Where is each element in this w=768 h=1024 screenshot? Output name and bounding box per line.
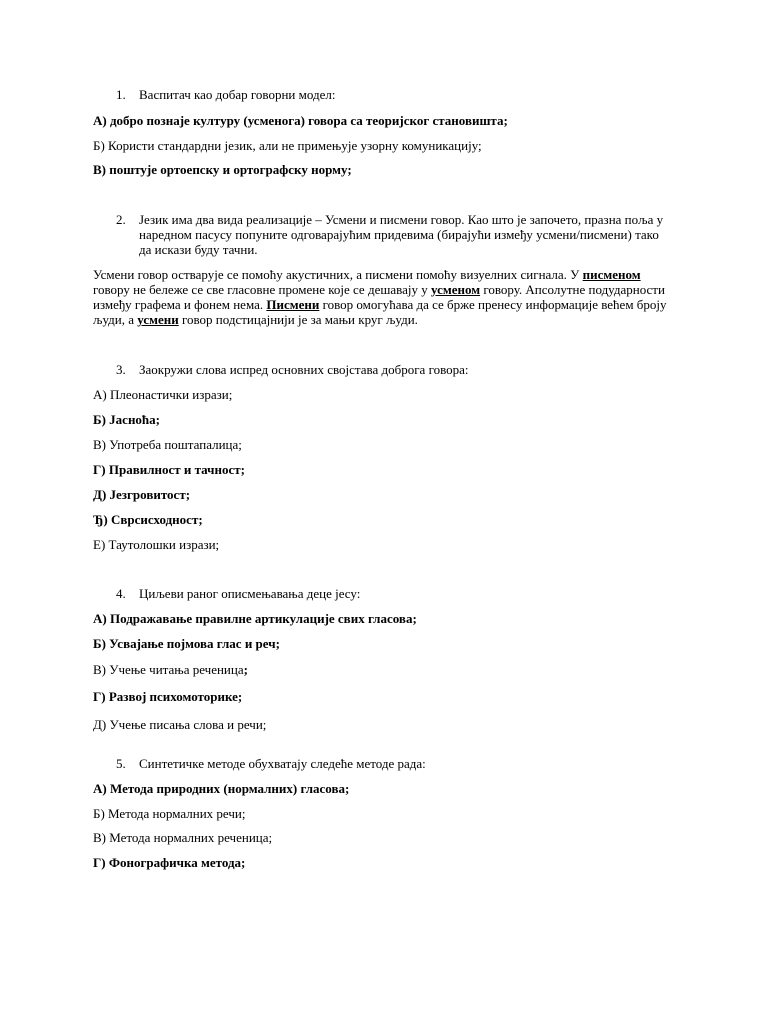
- answer-3c: В) Употреба поштапалица;: [93, 437, 242, 452]
- paragraph-text: говору. Апсолутне подударности између графема и фонем нема.: [93, 282, 665, 312]
- answer-5a: А) Метода природних (нормалних) гласова;: [93, 781, 350, 796]
- question-text: Заокружи слова испред основних својстава доброга говора:: [139, 362, 469, 377]
- question-number: 5.: [116, 756, 126, 771]
- question-text: Циљеви раног описмењавања деце јесу:: [139, 586, 361, 601]
- paragraph-text: говору не бележе се све гласовне промене које се дешавају у: [93, 282, 431, 297]
- question-number: 2.: [116, 212, 126, 227]
- fill-in-paragraph: [93, 267, 675, 327]
- paragraph-text: говор омогућава да се брже пренесу информације већем броју људи, а: [93, 297, 667, 327]
- answer-3e: Д) Језгровитост;: [93, 487, 191, 502]
- answer-5b: Б) Метода нормалних речи;: [93, 806, 246, 821]
- filled-word: усмени: [137, 312, 179, 327]
- filled-word: Писмени: [266, 297, 320, 312]
- answer-4b: Б) Усвајање појмова глас и реч;: [93, 636, 280, 651]
- question-number: 3.: [116, 362, 126, 377]
- answer-text: В) Учење читања реченица: [93, 662, 244, 677]
- answer-5d: Г) Фонографичка метода;: [93, 855, 246, 870]
- paragraph-text: говор подстицајнији је за мањи круг људи.: [178, 312, 418, 327]
- answer-3b: Б) Јасноћа;: [93, 412, 160, 427]
- answer-3d: Г) Правилност и тачност;: [93, 462, 245, 477]
- answer-4e: Д) Учење писања слова и речи;: [93, 717, 267, 732]
- question-number: 4.: [116, 586, 126, 601]
- answer-4a: А) Подражавање правилне артикулације свих гласова;: [93, 611, 417, 626]
- answer-1b: Б) Користи стандардни језик, али не примењује узорну комуникацију;: [93, 138, 482, 153]
- filled-word: усменом: [430, 282, 481, 297]
- answer-punctuation: ;: [243, 662, 248, 677]
- answer-4d: Г) Развој психомоторике;: [93, 689, 243, 704]
- question-text: Васпитач као добар говорни модел:: [139, 87, 336, 102]
- question-number: 1.: [116, 87, 126, 102]
- question-text: Језик има два вида реализације – Усмени и писмени говор. Као што је започето, празна поља у наредном пасусу попуните одговарајућим придевима (бирајући између усмени/писмени) тако да искази буду тачни.: [139, 212, 664, 257]
- answer-3f: Ђ) Сврсисходност;: [93, 512, 203, 527]
- question-text: Синтетичке методе обухватају следеће методе рада:: [139, 756, 426, 771]
- paragraph-text: Усмени говор остварује се помоћу акустичних, а писмени помоћу визуелних сигнала. У: [93, 267, 583, 282]
- answer-1a: А) добро познаје културу (усменога) говора са теоријског становишта;: [93, 113, 508, 128]
- answer-1c: В) поштује ортоепску и ортографску норму;: [93, 162, 352, 177]
- answer-3g: Е) Таутолошки изрази;: [93, 537, 220, 552]
- answer-5c: В) Метода нормалних реченица;: [93, 830, 273, 845]
- answer-4c: [93, 662, 248, 677]
- filled-word: писменом: [582, 267, 641, 282]
- answer-3a: А) Плеонастички изрази;: [93, 387, 233, 402]
